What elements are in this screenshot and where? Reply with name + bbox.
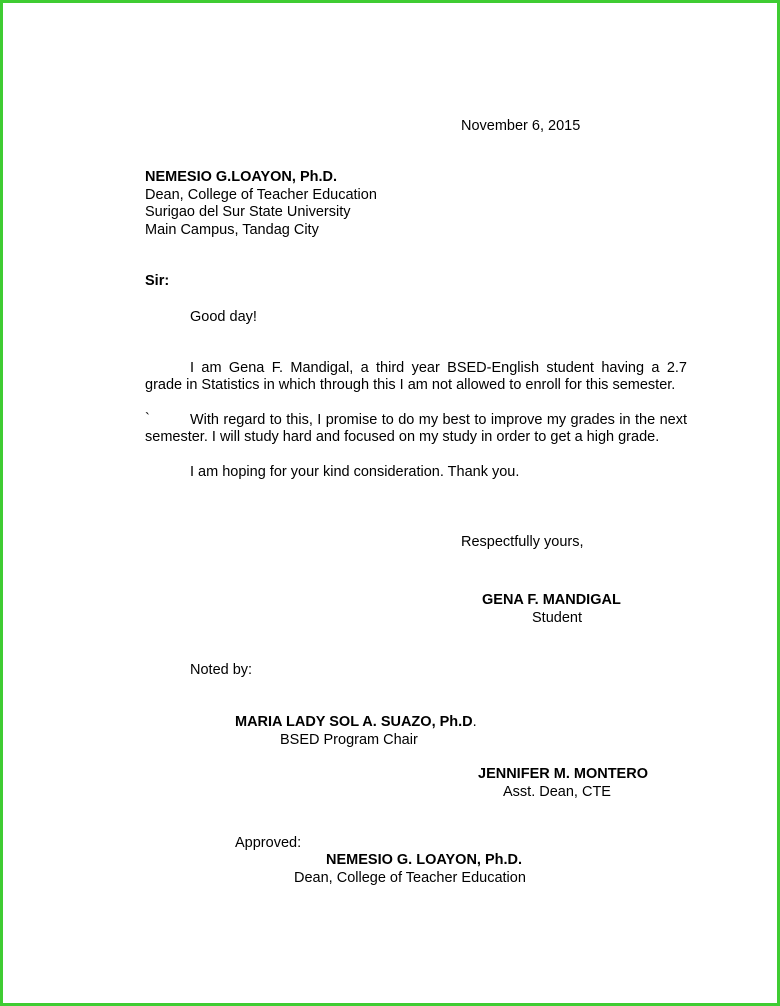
body-paragraph-1 xyxy=(145,360,687,394)
complimentary-close: Respectfully yours, xyxy=(461,534,584,550)
stray-mark: ` xyxy=(145,411,150,427)
approver-name: NEMESIO G. LOAYON, Ph.D. xyxy=(326,852,523,868)
noter-2-name: JENNIFER M. MONTERO xyxy=(478,766,648,782)
body-paragraph-2-text: With regard to this, I promise to do my best to improve my grades in the next semester. I will study hard and focused on my study in order to get a high grade. xyxy=(145,412,687,445)
sender-role: Student xyxy=(532,610,582,626)
recipient-name: NEMESIO G.LOAYON, Ph.D. xyxy=(145,169,338,185)
recipient-campus: Main Campus, Tandag City xyxy=(145,222,319,238)
closing-line: I am hoping for your kind consideration. Thank you. xyxy=(190,464,520,480)
body-paragraph-2 xyxy=(145,412,687,446)
greeting: Good day! xyxy=(190,309,257,325)
salutation: Sir: xyxy=(145,273,170,289)
approved-label: Approved: xyxy=(235,835,302,851)
recipient-title: Dean, College of Teacher Education xyxy=(145,187,377,203)
noted-by-label: Noted by: xyxy=(190,662,253,678)
noter-1-name-suffix: . xyxy=(472,714,477,730)
noter-1-name-line xyxy=(235,714,477,731)
noter-2-role: Asst. Dean, CTE xyxy=(503,784,611,800)
noter-1-role: BSED Program Chair xyxy=(280,732,418,748)
approver-role: Dean, College of Teacher Education xyxy=(294,870,526,886)
noter-1-name: MARIA LADY SOL A. SUAZO, Ph.D xyxy=(235,714,473,730)
sender-name: GENA F. MANDIGAL xyxy=(482,592,621,608)
body-paragraph-1-text: I am Gena F. Mandigal, a third year BSED-English student having a 2.7 grade in Statistics in which through this I am not allowed to enroll for this semester. xyxy=(145,360,687,393)
letter-date: November 6, 2015 xyxy=(461,118,581,134)
recipient-institution: Surigao del Sur State University xyxy=(145,204,351,220)
